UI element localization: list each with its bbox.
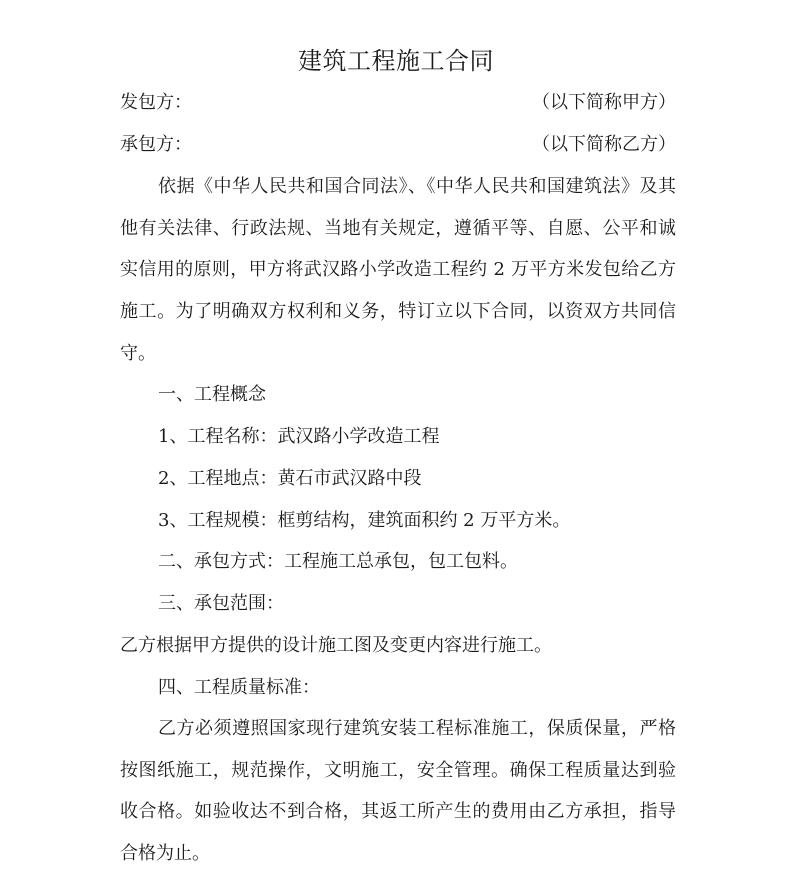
section-3-body: 乙方根据甲方提供的设计施工图及变更内容进行施工。 [120,635,552,656]
party-a-label: 发包方： [120,92,192,113]
intro-paragraph: 依据《中华人民共和国合同法》、《中华人民共和国建筑法》及其他有关法律、行政法规、当地有关规定，遵循平等、自愿、公平和诚实信用的原则，甲方将武汉路小学改造工程约 2 万平方米发包给乙方施工。为了明确双方权利和义务，特订立以下合同，以资双方共同信守。 [120,176,676,364]
party-b-note: （以下简称乙方） [532,134,676,155]
section-2-heading: 二、承包方式：工程施工总承包，包工包料。 [158,551,518,572]
party-a-note: （以下简称甲方） [532,92,676,113]
section-3-heading: 三、承包范围： [158,593,284,614]
document-title: 建筑工程施工合同 [298,47,494,75]
party-a-row [120,90,676,116]
section-1-heading: 一、工程概念 [158,384,266,405]
party-b-label: 承包方： [120,134,192,155]
section-4-heading: 四、工程质量标准： [158,677,320,698]
party-b-row [120,132,676,158]
section-1-item: 2、工程地点：黄石市武汉路中段 [158,468,422,489]
section-1-item: 3、工程规模：框剪结构，建筑面积约 2 万平方米。 [158,510,571,531]
section-1-item: 1、工程名称：武汉路小学改造工程 [158,426,440,447]
section-4-body: 乙方必须遵照国家现行建筑安装工程标准施工，保质保量，严格按图纸施工，规范操作，文明施工，安全管理。确保工程质量达到验收合格。如验收达不到合格，其返工所产生的费用由乙方承担，指导合格为止。 [120,718,676,865]
